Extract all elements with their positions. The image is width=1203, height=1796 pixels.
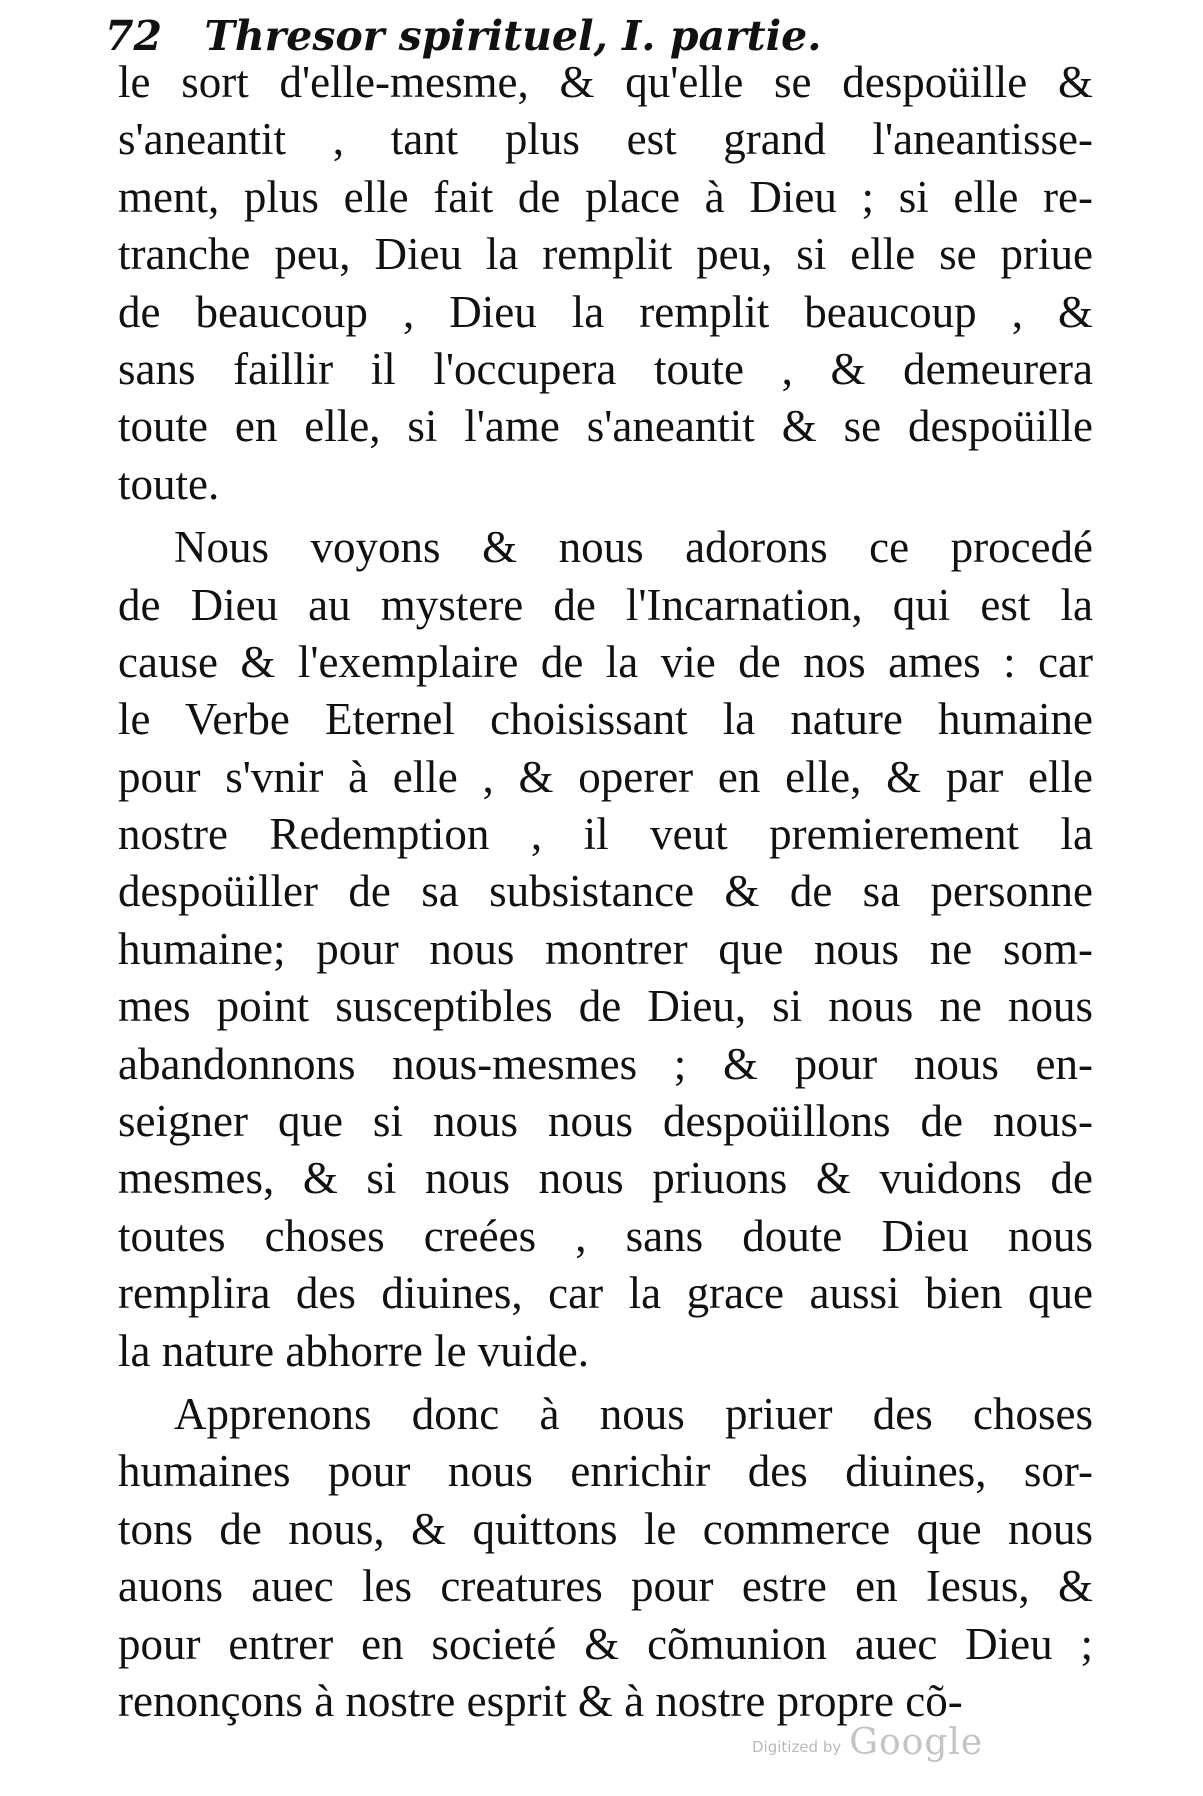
text-line: Apprenons donc à nous priuer des choses (174, 1388, 1093, 1439)
text-line: toutes choses creées , sans doute Dieu nous (118, 1210, 1093, 1261)
text-line: la nature abhorre le vuide. (118, 1325, 590, 1376)
paragraph (118, 1386, 1093, 1730)
text-line: humaines pour nous enrichir des diuines, sor- (118, 1446, 1093, 1497)
text-line: humaine; pour nous montrer que nous ne som- (118, 923, 1093, 974)
text-line: sans faillir il l'occupera toute , & demeurera (118, 343, 1093, 394)
text-line: tons de nous, & quittons le commerce que nous (118, 1503, 1093, 1554)
text-line: pour s'vnir à elle , & operer en elle, & par elle (118, 751, 1093, 802)
text-line: remplira des diuines, car la grace aussi bien que (118, 1268, 1093, 1319)
text-line: abandonnons nous-mesmes ; & pour nous en- (118, 1038, 1093, 1089)
paragraph (118, 54, 1093, 513)
text-line: nostre Redemption , il veut premierement la (118, 809, 1093, 860)
text-line: tranche peu, Dieu la remplit peu, si elle se priue (118, 229, 1093, 280)
text-line: renonçons à nostre esprit & à nostre propre cõ- (118, 1675, 963, 1726)
page-number: 72 (105, 12, 163, 60)
text-line: le Verbe Eternel choisissant la nature humaine (118, 694, 1093, 745)
text-line: de beaucoup , Dieu la remplit beaucoup , & (118, 286, 1093, 337)
text-line: seigner que si nous nous despoüillons de nous- (118, 1096, 1093, 1147)
text-line: s'aneantit , tant plus est grand l'aneantisse- (118, 114, 1093, 165)
page-header (105, 12, 865, 60)
paragraph (118, 519, 1093, 1380)
text-line: cause & l'exemplaire de la vie de nos ames : car (118, 636, 1093, 687)
digitized-watermark (752, 1721, 1012, 1763)
google-logo: Google (849, 1722, 984, 1763)
text-line: despoüiller de sa subsistance & de sa personne (118, 866, 1093, 917)
watermark-prefix: Digitized by (752, 1738, 842, 1756)
running-title: Thresor spirituel, I. partie. (204, 12, 822, 60)
text-line: toute. (118, 458, 220, 509)
body-text (118, 54, 1093, 1730)
text-line: pour entrer en societé & cõmunion auec Dieu ; (118, 1618, 1093, 1669)
text-line: Nous voyons & nous adorons ce procedé (174, 522, 1093, 573)
text-line: de Dieu au mystere de l'Incarnation, qui est la (118, 579, 1093, 630)
text-line: mesmes, & si nous nous priuons & vuidons de (118, 1153, 1093, 1204)
text-line: mes point susceptibles de Dieu, si nous ne nous (118, 981, 1093, 1032)
text-line: le sort d'elle-mesme, & qu'elle se despoüille & (118, 57, 1093, 107)
text-line: ment, plus elle fait de place à Dieu ; si elle re- (118, 171, 1093, 222)
text-line: toute en elle, si l'ame s'aneantit & se despoüille (118, 401, 1093, 452)
text-line: auons auec les creatures pour estre en Iesus, & (118, 1561, 1093, 1612)
